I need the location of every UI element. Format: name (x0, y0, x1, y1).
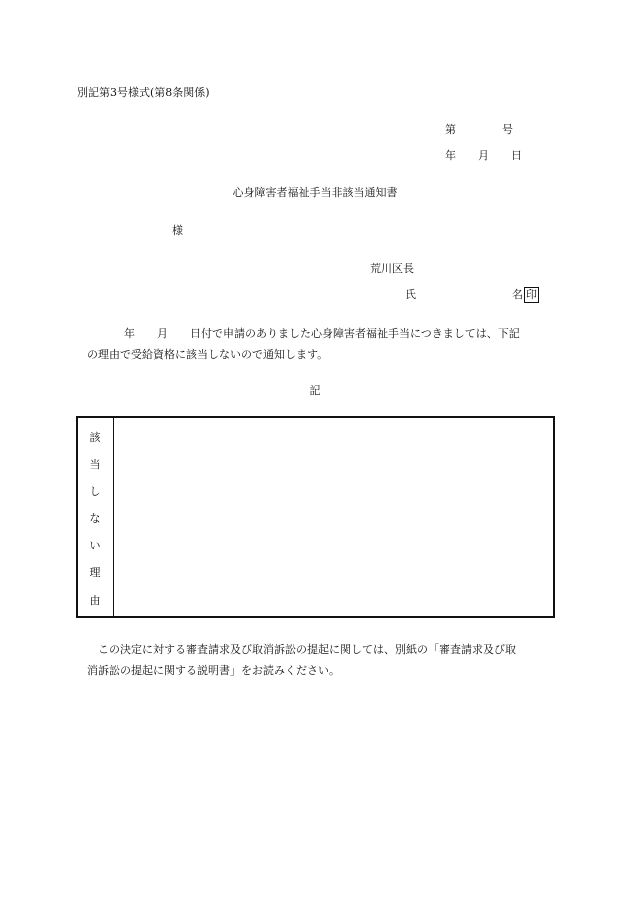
date-year-label: 年 (445, 149, 456, 162)
seal-mark: 印 (526, 288, 537, 301)
reason-table (76, 416, 555, 618)
body-line-1: 年 月 日付で申請のありました心身障害者福祉手当につきましては、下記 (124, 327, 520, 340)
notice-line-1: この決定に対する審査請求及び取消訴訟の提起に関しては、別紙の「審査請求及び取 (98, 643, 516, 656)
issuer-title: 荒川区長 (370, 262, 414, 275)
reason-label-char: い (89, 539, 101, 552)
reason-label-char: な (89, 512, 101, 525)
reason-label-char: 該 (89, 431, 101, 444)
reason-content-area (114, 418, 553, 616)
body-line-2: の理由で受給資格に該当しないので通知します。 (87, 348, 329, 361)
appeal-notice-paragraph (87, 639, 557, 681)
reason-label-char: 当 (89, 458, 101, 471)
signature-line (405, 287, 539, 303)
issue-date (445, 149, 522, 162)
ki-heading: 記 (309, 384, 321, 397)
form-number: 別記第3号様式(第8条関係) (77, 86, 210, 99)
document-number (445, 123, 513, 136)
body-paragraph (87, 323, 557, 365)
document-number-prefix: 第 (445, 123, 456, 136)
reason-label-column (78, 418, 114, 616)
reason-label-char: 由 (89, 594, 101, 607)
addressee-honorific: 様 (172, 224, 183, 237)
reason-label-char: し (89, 485, 101, 498)
notice-line-2: 消訴訟の提起に関する説明書」をお読みください。 (87, 664, 340, 677)
signature-shi: 氏 (405, 288, 416, 301)
document-title: 心身障害者福祉手当非該当通知書 (232, 186, 398, 199)
signature-mei: 名 (512, 288, 523, 301)
document-number-suffix: 号 (502, 123, 513, 136)
date-month-label: 月 (478, 149, 489, 162)
reason-label-char: 理 (89, 566, 101, 579)
date-day-label: 日 (511, 149, 522, 162)
